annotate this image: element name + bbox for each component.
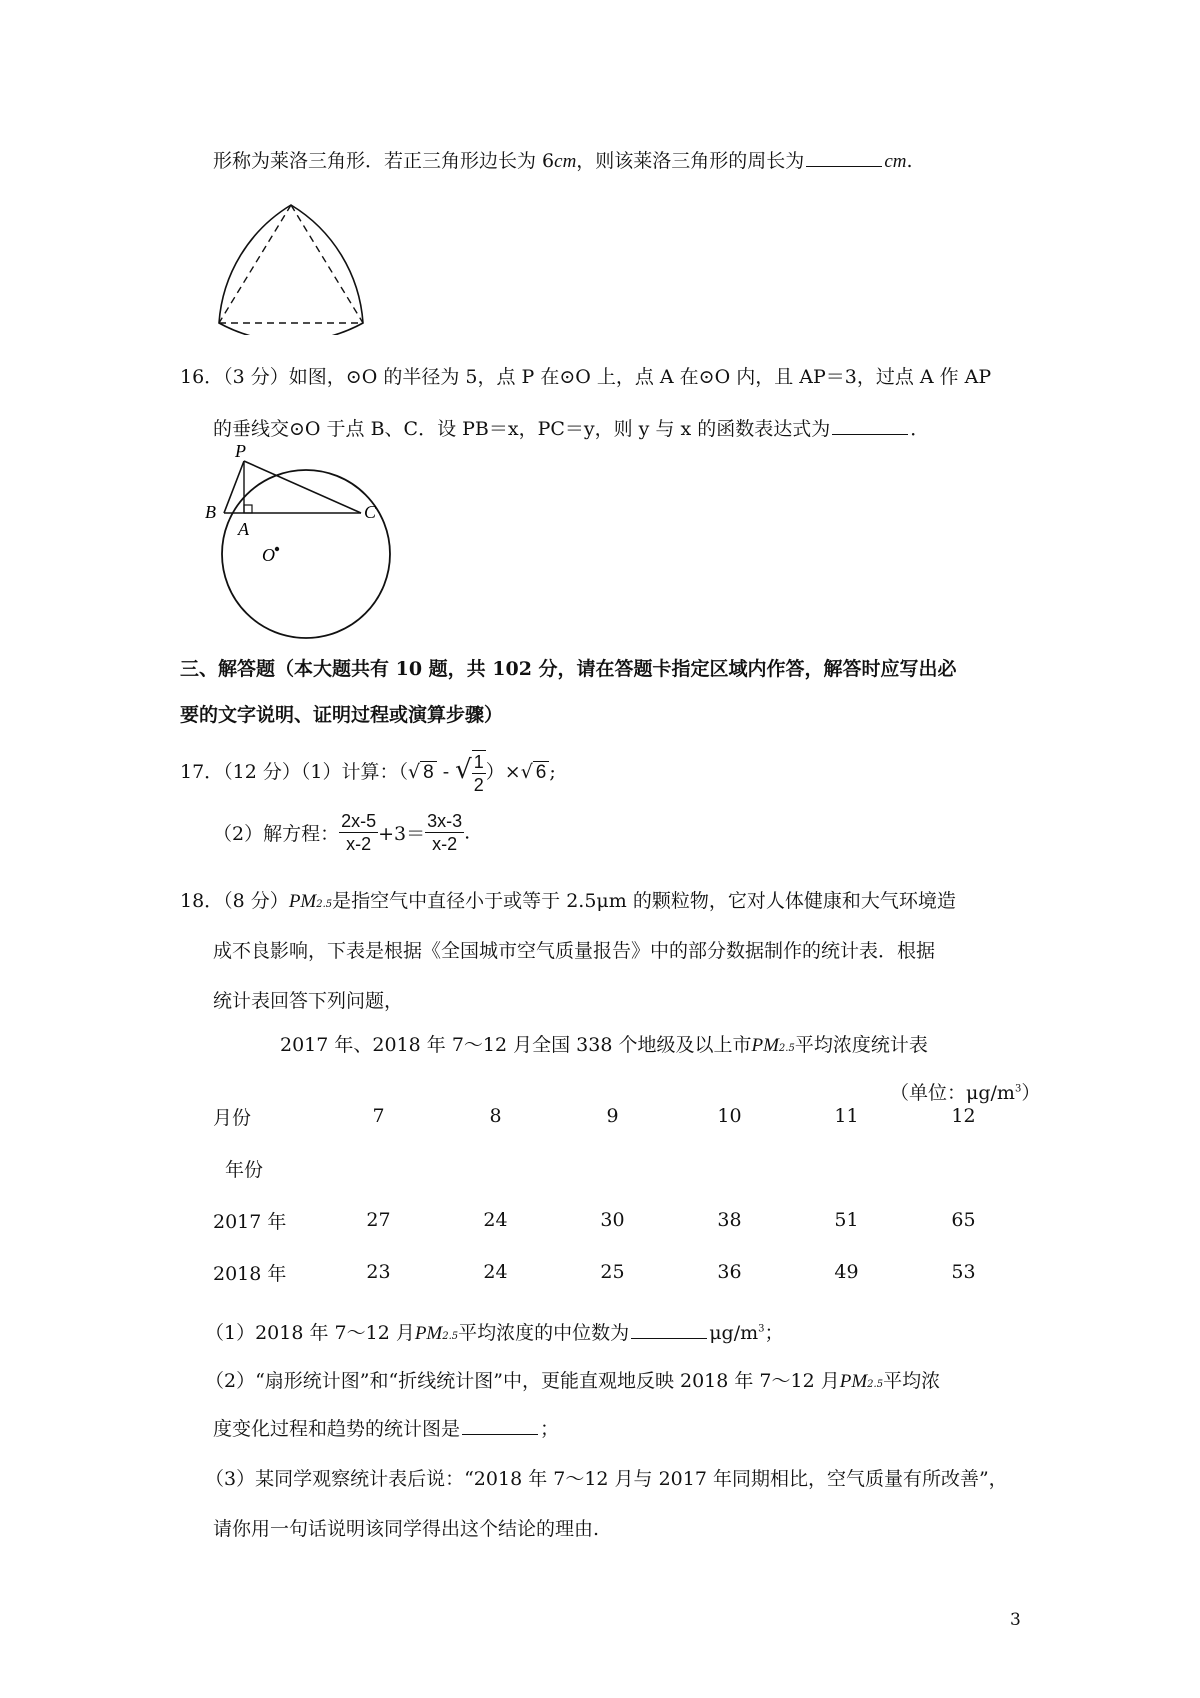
q18-unit-sup: 3	[1014, 1083, 1022, 1095]
q18-s2-pm: PM	[839, 1371, 868, 1392]
q18-s1-b: 平均浓度的中位数为	[458, 1322, 630, 1344]
q18-s1-pm-sub: 2.5	[442, 1331, 459, 1342]
q17-f1-num: 2x-5	[341, 811, 377, 831]
q16-answer-blank[interactable]	[832, 416, 908, 435]
q17-half-fraction	[472, 750, 486, 796]
q18-s1-unit-sup: 3	[758, 1323, 765, 1335]
table-cell: 36	[717, 1261, 742, 1283]
q17-sqrt8: 8	[420, 761, 437, 784]
pm25-table	[213, 1090, 1022, 1298]
table-cell: 24	[483, 1209, 508, 1231]
q16-circle-figure	[195, 440, 405, 645]
sqrt-sign-3: √	[520, 761, 533, 783]
q15-unit2: cm	[884, 151, 907, 172]
q17-part1	[180, 750, 556, 796]
table-header-cell: 月份	[213, 1106, 252, 1129]
q17-half-den: 2	[473, 775, 484, 795]
q18-s2-a: （2）“扇形统计图”和“折线统计图”中，更能直观地反映 2018 年 7～12 月	[205, 1370, 840, 1392]
q18-s2-b: 平均浓	[883, 1370, 941, 1392]
q18-unit-text: （单位：μg/m	[890, 1082, 1015, 1104]
q18-prefix: 18．（8 分）	[180, 890, 289, 912]
q16-line2	[213, 414, 929, 441]
section3-heading-line2: 要的文字说明、证明过程或演算步骤）	[180, 704, 504, 726]
q17-p1-end: ;	[549, 761, 556, 783]
q15-answer-blank[interactable]	[806, 148, 882, 167]
q18-unit-end: ）	[1021, 1082, 1041, 1104]
section3-heading-line1: 三、解答题（本大题共有 10 题，共 102 分，请在答题卡指定区域内作答，解答时应写出必	[180, 658, 957, 680]
table-cell: 30	[600, 1209, 625, 1231]
q17-f2-num: 3x-3	[427, 811, 463, 831]
table-header-cell: 12	[951, 1105, 976, 1127]
q17-fraction1	[339, 810, 378, 855]
table-cell: 49	[834, 1261, 859, 1283]
q15-unit1: cm	[554, 151, 577, 172]
q18-sub2-line1	[205, 1366, 940, 1393]
table-row	[213, 1194, 1022, 1246]
q18-s2-pm-sub: 2.5	[867, 1379, 884, 1390]
q15-text-a: 形称为莱洛三角形．若正三角形边长为 6	[213, 150, 555, 172]
table-cell: 2017 年	[213, 1210, 287, 1233]
table-cell: 25	[600, 1261, 625, 1283]
q16-line2-end: ．	[910, 418, 930, 440]
q18-table-title-pm: PM	[751, 1035, 779, 1056]
table-cell: 27	[366, 1209, 391, 1231]
table-row	[213, 1246, 1022, 1298]
table-header-cell: 9	[606, 1105, 619, 1127]
table-cell: 65	[951, 1209, 976, 1231]
q18-s1-a: （1）2018 年 7～12 月	[205, 1322, 415, 1344]
label-p: P	[235, 441, 246, 461]
table-header-cell: 8	[489, 1105, 502, 1127]
table-cell: 24	[483, 1261, 508, 1283]
q18-table-title-b: 平均浓度统计表	[794, 1034, 928, 1056]
table-header-cell: 11	[834, 1105, 859, 1127]
q17-plus3: +3＝	[378, 823, 426, 845]
q18-s1-answer-blank[interactable]	[631, 1320, 707, 1339]
q18-s1-pm: PM	[414, 1323, 443, 1344]
q18-pm: PM	[288, 891, 317, 912]
table-cell: 2018 年	[213, 1262, 287, 1285]
table-header-cell: 7	[372, 1105, 385, 1127]
q18-s2-line2-text: 度变化过程和趋势的统计图是	[213, 1418, 461, 1440]
q18-line1	[180, 886, 956, 913]
q17-f2-den: x-2	[432, 834, 458, 854]
q18-pm-sub: 2.5	[316, 899, 333, 910]
q17-f1-den: x-2	[346, 834, 372, 854]
q17-p2-prefix: （2）解方程：	[213, 823, 340, 845]
q18-table-title-a: 2017 年、2018 年 7～12 月全国 338 个地级及以上市	[280, 1034, 752, 1056]
q18-sub2-line2	[213, 1414, 559, 1441]
table-cell: 53	[951, 1261, 976, 1283]
q17-p1-mid: ）×	[485, 761, 521, 783]
q16-line2-text: 的垂线交⊙O 于点 B、C．设 PB＝x，PC＝y，则 y 与 x 的函数表达式为	[213, 418, 831, 440]
q18-s2-answer-blank[interactable]	[462, 1416, 538, 1435]
q16-line1: 16．（3 分）如图，⊙O 的半径为 5，点 P 在⊙O 上，点 A 在⊙O 内，且 AP＝3，过点 A 作 AP	[180, 366, 992, 388]
q18-table-title	[280, 1030, 928, 1057]
q18-line1-rest: 是指空气中直径小于或等于 2.5μm 的颗粒物，它对人体健康和大气环境造	[332, 890, 956, 912]
q18-line3: 统计表回答下列问题，	[213, 990, 404, 1012]
table-header-row2	[213, 1142, 1022, 1194]
q18-table-title-pm-sub: 2.5	[778, 1043, 795, 1054]
table-cell: 23	[366, 1261, 391, 1283]
q15-text	[213, 146, 913, 173]
page-number: 3	[1010, 1610, 1021, 1630]
q18-sub1	[205, 1318, 784, 1345]
q18-line2: 成不良影响，下表是根据《全国城市空气质量报告》中的部分数据制作的统计表．根据	[213, 940, 936, 962]
q17-fraction2	[425, 810, 464, 855]
label-a: A	[238, 519, 249, 539]
q17-minus: -	[436, 761, 456, 783]
q15-end: .	[906, 150, 913, 172]
q18-sub3-line1: （3）某同学观察统计表后说：“2018 年 7～12 月与 2017 年同期相比，空气质量有所改善”，	[205, 1468, 1008, 1490]
label-o: O	[262, 545, 275, 565]
q18-sub3-line2: 请你用一句话说明该同学得出这个结论的理由.	[213, 1518, 600, 1540]
q17-part2	[213, 810, 470, 855]
q18-s2-end: ；	[540, 1418, 560, 1440]
q15-text-b: ，则该莱洛三角形的周长为	[576, 150, 805, 172]
sqrt-sign: √	[407, 761, 421, 783]
sqrt-sign-2: √	[455, 755, 472, 785]
q18-s1-unit: μg/m	[709, 1322, 759, 1344]
reuleaux-triangle-figure	[205, 195, 380, 335]
table-cell: 51	[834, 1209, 859, 1231]
q17-p1-prefix: 17．（12 分）（1）计算：（	[180, 761, 408, 783]
table-cell: 38	[717, 1209, 742, 1231]
q17-half-num: 1	[473, 752, 484, 772]
q18-s1-end: ；	[764, 1322, 784, 1344]
q17-p2-end: .	[464, 821, 471, 844]
label-c: C	[364, 502, 377, 522]
table-header-cell: 10	[717, 1105, 742, 1127]
table-header-cell-year: 年份	[225, 1158, 264, 1181]
q17-sqrt6: 6	[533, 761, 550, 784]
table-header-row	[213, 1090, 1022, 1142]
label-b: B	[205, 502, 216, 522]
